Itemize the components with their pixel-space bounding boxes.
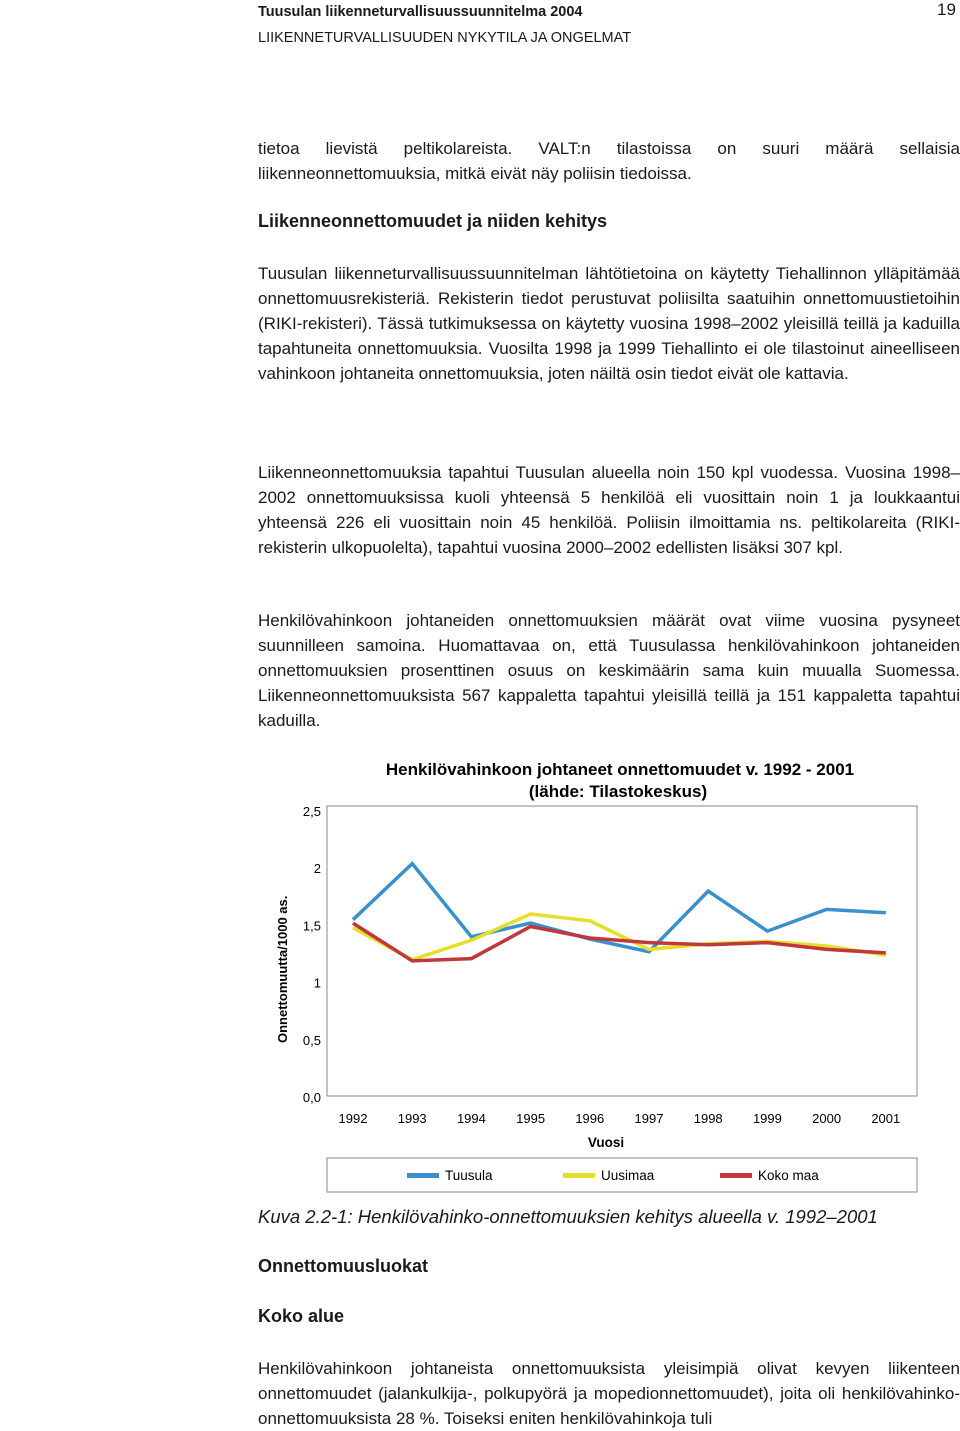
figure-caption: Kuva 2.2-1: Henkilövahinko-onnettomuuksien kehitys alueella v. 1992–2001	[258, 1206, 878, 1227]
x-tick-label: 1994	[456, 1111, 486, 1126]
x-tick-label: 2000	[812, 1111, 842, 1126]
y-tick-label: 2	[313, 861, 321, 877]
section-heading-accidents: Liikenneonnettomuudet ja niiden kehitys	[258, 211, 608, 231]
legend-label: Koko maa	[758, 1168, 819, 1183]
x-tick-label: 1995	[516, 1111, 546, 1126]
y-axis-label: Onnettomuutta/1000 as.	[275, 895, 290, 1043]
x-axis-ticks	[339, 1111, 901, 1126]
legend-swatch	[407, 1173, 439, 1178]
y-tick-label: 1	[313, 975, 321, 991]
chart-subtitle: (lähde: Tilastokeskus)	[528, 782, 708, 801]
header-subtitle: LIIKENNETURVALLISUUDEN NYKYTILA JA ONGELMAT	[258, 30, 632, 46]
x-tick-label: 1996	[575, 1111, 605, 1126]
y-tick-label: 2,5	[302, 804, 321, 819]
paragraph-trends: Henkilövahinkoon johtaneiden onnettomuuksien määrät ovat viime vuosina pysyneet suunnilleen samoina. Huomattavaa on, että Tuusulassa henkilövahinkoon johtaneiden onnettomuuksien prosenttinen osuus on keskimäärin sama kuin muualla Suomessa. Liikenneonnettomuuksista 567 kappaletta tapahtui yleisillä teillä ja 151 kappaletta tapahtui kaduilla.	[258, 611, 960, 730]
legend-swatch	[720, 1173, 752, 1178]
x-tick-label: 1993	[397, 1111, 427, 1126]
x-tick-label: 1992	[338, 1111, 368, 1126]
legend-label: Uusimaa	[601, 1168, 655, 1183]
paragraph-accident-counts: Liikenneonnettomuuksia tapahtui Tuusulan alueella noin 150 kpl vuodessa. Vuosina 1998–2002 onnettomuuksissa kuoli yhteensä 5 henkilöä eli vuosittain noin 1 ja loukkaantui yhteensä 226 eli vuosittain noin 45 henkilöä. Poliisin ilmoittamia ns. peltikolareita (RIKI-rekisterin ulkopuolelta), tapahtui vuosina 2000–2002 edellisten lisäksi 307 kpl.	[258, 463, 960, 557]
section-heading-accident-classes: Onnettomuusluokat	[258, 1256, 428, 1276]
accident-chart	[250, 748, 960, 1198]
x-axis-label: Vuosi	[587, 1135, 625, 1150]
legend-swatch	[563, 1173, 595, 1178]
x-tick-label: 2001	[871, 1111, 901, 1126]
paragraph-accident-types: Henkilövahinkoon johtaneista onnettomuuksista yleisimpiä olivat kevyen liikenteen onnettomuudet (jalankulkija-, polkupyörä ja mopedionnettomuudet), joita oli henkilövahinko-onnettomuuksista 28 %. Toiseksi eniten henkilövahinkoja tuli	[258, 1359, 960, 1428]
section-heading-whole-area: Koko alue	[258, 1306, 345, 1326]
legend-label: Tuusula	[445, 1168, 493, 1183]
x-tick-label: 1997	[634, 1111, 664, 1126]
y-tick-label: 0,5	[302, 1032, 321, 1048]
x-tick-label: 1999	[752, 1111, 782, 1126]
y-tick-label: 1,5	[302, 918, 321, 934]
y-axis-ticks	[303, 804, 321, 1105]
paragraph-intro: tietoa lievistä peltikolareista. VALT:n tilastoissa on suuri määrä sellaisia liikenneonnettomuuksia, mitkä eivät näy poliisin tiedoissa.	[258, 139, 960, 183]
legend	[407, 1168, 819, 1183]
y-tick-label: 0,0	[302, 1090, 321, 1105]
page-number: 19	[937, 0, 956, 19]
header-title: Tuusulan liikenneturvallisuussuunnitelma 2004	[258, 4, 583, 20]
x-tick-label: 1998	[693, 1111, 723, 1126]
paragraph-source-data: Tuusulan liikenneturvallisuussuunnitelman lähtötietoina on käytetty Tiehallinnon ylläpitämää onnettomuusrekisteriä. Rekisterin tiedot perustuvat poliisilta saatuihin onnettomuustietoihin (RIKI-rekisteri). Tässä tutkimuksessa on käytetty vuosina 1998–2002 yleisillä teillä ja kaduilla tapahtuneita onnettomuuksia. Vuosilta 1998 ja 1999 Tiehallinto ei ole tilastoinut aineelliseen vahinkoon johtaneita onnettomuuksia, joten näiltä osin tiedot eivät ole kattavia.	[258, 264, 960, 383]
chart-title: Henkilövahinkoon johtaneet onnettomuudet v. 1992 - 2001	[385, 760, 855, 779]
